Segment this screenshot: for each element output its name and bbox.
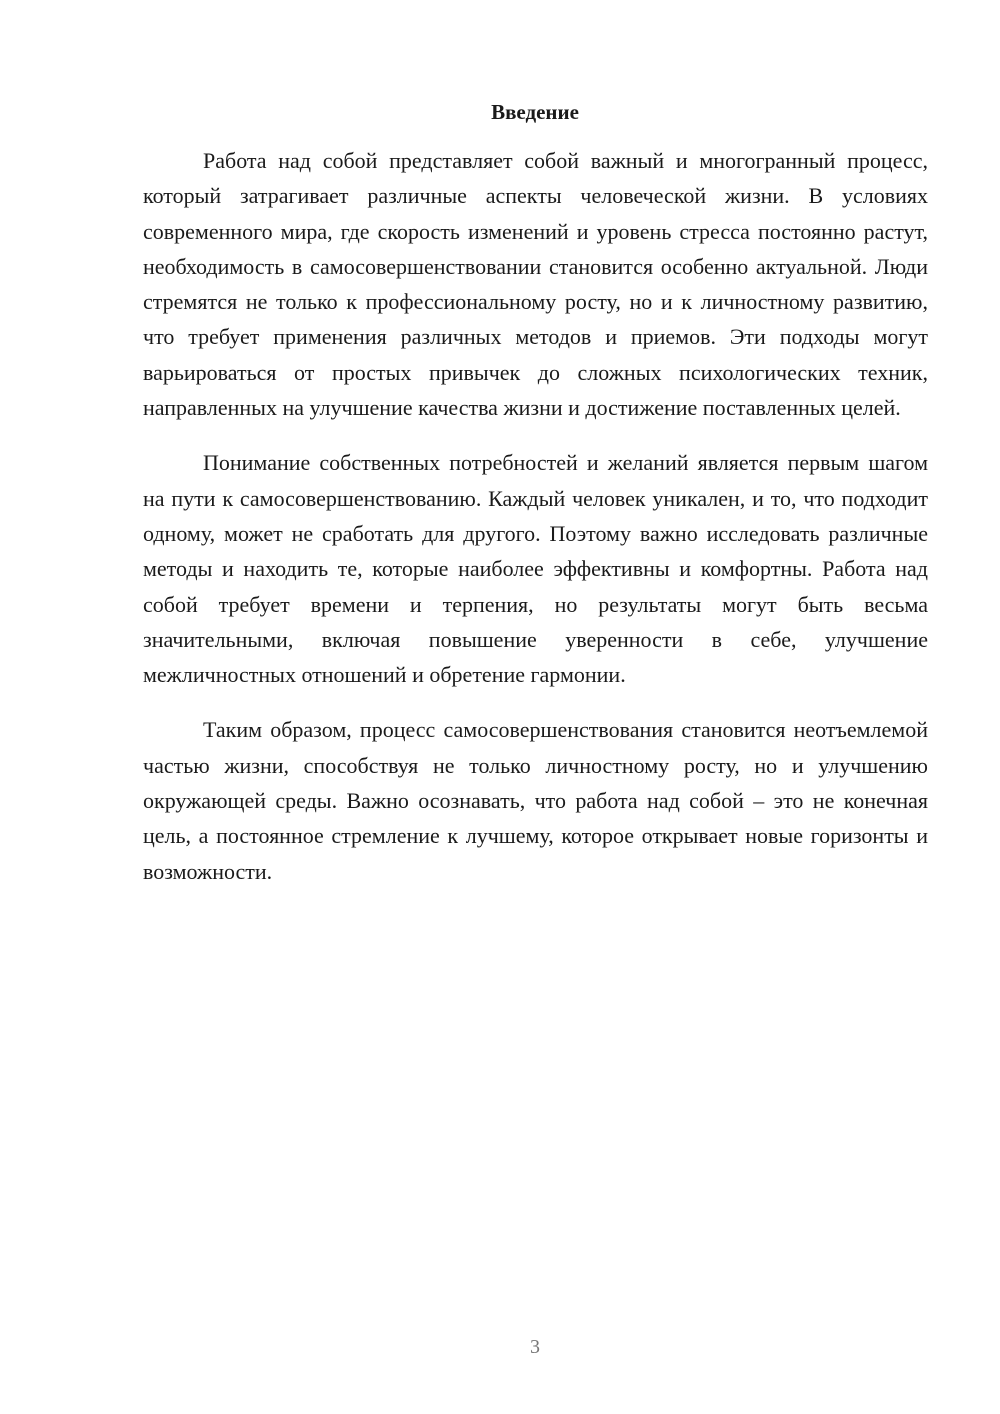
body-text bbox=[143, 143, 928, 909]
paragraph-3: Таким образом, процесс самосовершенствования становится неотъемлемой частью жизни, способствуя не только личностному росту, но и улучшению окружающей среды. Важно осознавать, что работа над собой – это не конечная цель, а постоянное стремление к лучшему, которое открывает новые горизонты и возможности. bbox=[143, 717, 928, 884]
section-title: Введение bbox=[491, 100, 579, 124]
page-number: 3 bbox=[530, 1336, 540, 1358]
paragraph-1: Работа над собой представляет собой важный и многогранный процесс, который затрагивает различные аспекты человеческой жизни. В условиях современного мира, где скорость изменений и уровень стресса постоянно растут, необходимость в самосовершенствовании становится особенно актуальной. Люди стремятся не только к профессиональному росту, но и к личностному развитию, что требует применения различных методов и приемов. Эти подходы могут варьироваться от простых привычек до сложных психологических техник, направленных на улучшение качества жизни и достижение поставленных целей. bbox=[143, 148, 928, 421]
paragraph-2: Понимание собственных потребностей и желаний является первым шагом на пути к самосовершенствованию. Каждый человек уникален, и то, что подходит одному, может не сработать для другого. Поэтому важно исследовать различные методы и находить те, которые наиболее эффективны и комфортны. Работа над собой требует времени и терпения, но результаты могут быть весьма значительными, включая повышение уверенности в себе, улучшение межличностных отношений и обретение гармонии. bbox=[143, 450, 928, 688]
